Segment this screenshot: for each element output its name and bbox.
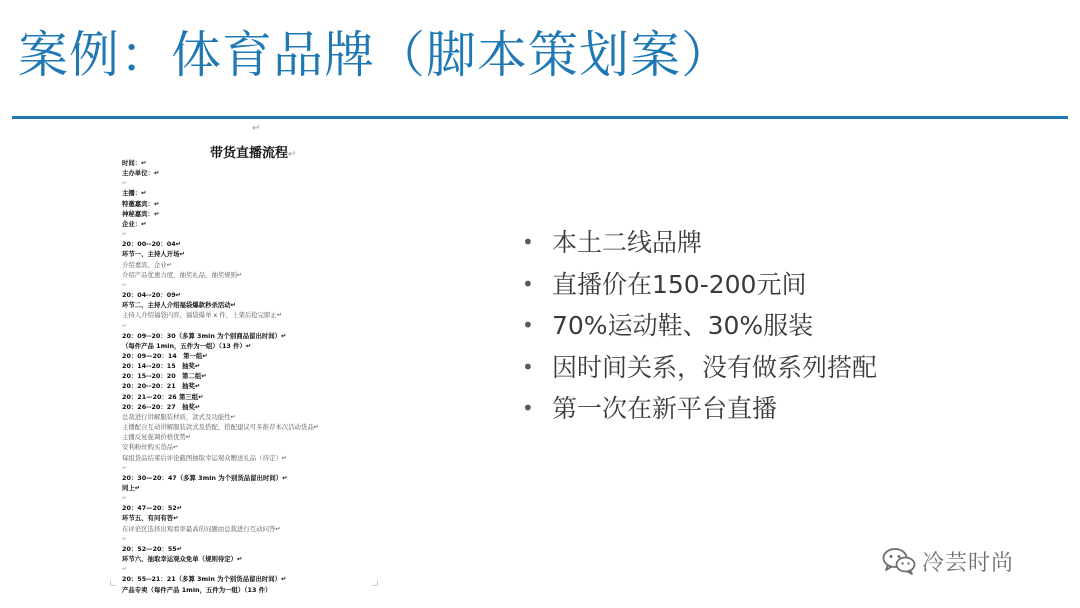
document-line: 20：00--20：04↵ (122, 240, 182, 249)
document-line: 产品专卖（每件产品 1min，五件为一组）（13 件） (122, 585, 272, 594)
slide-title: 案例：体育品牌（脚本策划案） (18, 26, 732, 84)
document-line: 20：20--20：21 抽奖↵ (122, 382, 201, 391)
document-line: 20：04--20：09↵ (122, 291, 182, 300)
document-line: 环节二、主持人介绍福袋爆款秒杀活动↵ (122, 301, 236, 310)
paragraph-mark: ↵ (252, 123, 261, 134)
document-line: 神秘嘉宾：↵ (122, 209, 160, 218)
wechat-icon (882, 547, 916, 575)
bullet-item: • 70%运动鞋、30%服装 (518, 305, 877, 347)
document-line: 安利粉丝购买货品↵ (122, 443, 179, 452)
document-line: 20：21—20：26 第三组↵ (122, 392, 204, 401)
watermark (882, 543, 1014, 579)
document-line: （每件产品 1min，五件为一组）（13 件）↵ (122, 341, 252, 350)
document-line: 主播：↵ (122, 189, 147, 198)
document-line: 总裁进行讲解服装材质，款式及功能性↵ (122, 412, 236, 421)
bullet-item: • 本土二线品牌 (518, 222, 877, 264)
document-line: ↵ (122, 534, 128, 543)
title-paragraph-mark: ↵ (288, 149, 297, 160)
document-line: ↵ (122, 321, 128, 330)
document-body (122, 158, 422, 595)
document-line: 每组货品结束后评论截图抽取幸运观众赠送礼品（待定）↵ (122, 453, 288, 462)
page-corner-mark (372, 580, 378, 586)
document-line: 主播配合互动讲解服装款式及搭配，搭配建议可多推荐本次活动货品↵ (122, 423, 320, 432)
document-line: 20：52—20：55↵ (122, 544, 183, 553)
bullet-list (518, 222, 877, 430)
document-title-text: 带货直播流程 (210, 146, 289, 161)
document-line: 介绍产品优惠力度，抽奖礼品，抽奖规则↵ (122, 270, 243, 279)
document-screenshot (110, 122, 430, 592)
document-line: 20：09--20：30（多算 3min 为个别商品留出时间）↵ (122, 331, 287, 340)
document-line: 20：47—20：52↵ (122, 504, 183, 513)
document-line: 环节一、主持人开场↵ (122, 250, 185, 259)
document-line: 20：09—20：14 第一组↵ (122, 351, 208, 360)
page-corner-mark (110, 580, 116, 586)
document-line: ↵ (122, 565, 128, 574)
document-line: 在评论区选择出观看率最高的问题由总裁进行互动问答↵ (122, 524, 281, 533)
document-line: 介绍嘉宾、企业↵ (122, 260, 173, 269)
document-line: 同上↵ (122, 484, 141, 492)
document-line: 特邀嘉宾：↵ (122, 199, 160, 208)
document-line: 环节五、有问有答↵ (122, 514, 179, 523)
document-line: ↵ (122, 230, 128, 239)
bullet-item: • 因时间关系，没有做系列搭配 (518, 347, 877, 389)
document-line: 企业：↵ (122, 219, 147, 228)
document-line: 20：26--20：27 抽奖↵ (122, 402, 201, 411)
bullet-item: • 第一次在新平台直播 (518, 388, 877, 430)
title-divider (12, 116, 1068, 119)
document-line: 环节六、抽取幸运观众免单（规则待定）↵ (122, 555, 243, 564)
document-line: 20：30—20：47（多算 3min 为个别货品留出时间）↵ (122, 473, 288, 482)
document-line: ↵ (122, 494, 128, 503)
document-line: 主办单位：↵ (122, 169, 160, 178)
document-line: 20：55--21：21（多算 3min 为个别货品留出时间）↵ (122, 575, 287, 584)
watermark-text: 冷芸时尚 (922, 550, 1015, 576)
document-line: 主持人介绍福袋内容，福袋爆单 x 件，上架后抢完即止↵ (122, 311, 283, 320)
document-line: 20：14--20：15 抽奖↵ (122, 362, 201, 371)
document-line: 20：15--20：20 第二组↵ (122, 372, 207, 381)
document-line: 时间：↵ (122, 159, 147, 167)
document-line: ↵ (122, 280, 128, 289)
bullet-item: • 直播价在150-200元间 (518, 264, 877, 306)
document-line: ↵ (122, 463, 128, 472)
document-line: 主播反复强调价格优势↵ (122, 433, 192, 442)
document-line: ↵ (122, 179, 128, 188)
